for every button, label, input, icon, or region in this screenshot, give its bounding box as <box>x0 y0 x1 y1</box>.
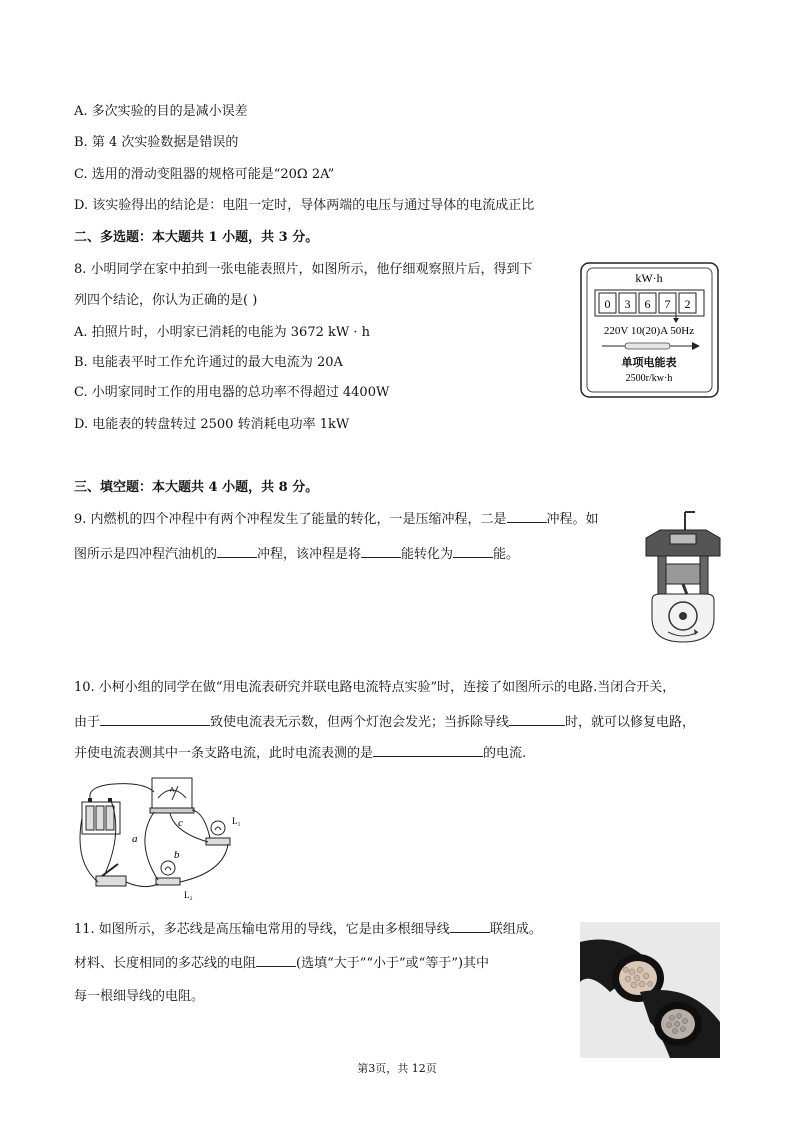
q9-blank-4[interactable] <box>453 545 493 558</box>
q9-text-1b: 冲程。如 <box>546 512 599 527</box>
meter-name: 单项电能表 <box>621 357 677 369</box>
q10-text-2b: 致使电流表无示数，但两个灯泡会发光；当拆除导线 <box>210 715 510 730</box>
section-2-title: 二、多选题：本大题共 1 小题，共 3 分。 <box>74 230 319 245</box>
cable-photo <box>580 922 720 1058</box>
q8-stem-1: 8. 小明同学在家中拍到一张电能表照片，如图所示，他仔细观察照片后，得到下 <box>74 262 533 277</box>
multicore-cable-icon <box>580 922 720 1058</box>
meter-digit-3: 6 <box>644 297 651 311</box>
q10-line-3 <box>74 744 526 763</box>
electricity-meter-figure <box>580 262 719 398</box>
q9-line-1 <box>74 510 599 529</box>
q9-blank-2[interactable] <box>217 545 257 558</box>
q11-text-2b: (选填“大于”“小于”或“等于”)其中 <box>296 956 490 971</box>
q9-text-2a: 图所示是四冲程汽油机的 <box>74 547 218 562</box>
bulb-l1-icon <box>206 816 241 845</box>
meter-digit-1: 0 <box>604 297 611 311</box>
q10-line-2 <box>74 713 695 732</box>
meter-digit-2: 3 <box>624 297 631 311</box>
q9-blank-3[interactable] <box>361 545 401 558</box>
engine-figure <box>640 508 726 646</box>
label-wire-a: a <box>132 833 138 845</box>
switch-icon <box>96 864 126 886</box>
q10-line-1: 10. 小柯小组的同学在做“用电流表研究并联电路电流特点实验”时，连接了如图所示的电路.当闭合开关， <box>74 680 676 695</box>
q9-text-1a: 9. 内燃机的四个冲程中有两个冲程发生了能量的转化，一是压缩冲程，二是 <box>74 512 507 527</box>
meter-digit-4: 7 <box>664 297 671 311</box>
parallel-circuit-diagram <box>74 772 242 904</box>
q8-option-c: C. 小明家同时工作的用电器的总功率不得超过 4400W <box>74 385 390 400</box>
q7-option-a: A. 多次实验的目的是减小误差 <box>74 104 248 119</box>
label-wire-c: c <box>178 817 183 829</box>
q9-blank-1[interactable] <box>507 510 547 523</box>
meter-drawing <box>580 262 719 398</box>
q10-blank-3[interactable] <box>373 744 483 757</box>
q8-stem-2: 列四个结论，你认为正确的是( ) <box>74 293 258 308</box>
meter-spec: 220V 10(20)A 50Hz <box>603 325 695 337</box>
q8-option-b: B. 电能表平时工作允许通过的最大电流为 20A <box>74 355 343 370</box>
q7-option-c: C. 选用的滑动变阻器的规格可能是“20Ω 2A” <box>74 167 335 182</box>
q11-line-3: 每一根细导线的电阻。 <box>74 989 205 1004</box>
q10-text-3a: 并使电流表测其中一条支路电流，此时电流表测的是 <box>74 746 374 761</box>
page-footer: 第3页，共 12页 <box>357 1062 437 1075</box>
q9-line-2 <box>74 545 519 564</box>
q11-text-1b: 联组成。 <box>489 922 542 937</box>
q7-option-d: D. 该实验得出的结论是：电阻一定时，导体两端的电压与通过导体的电流成正比 <box>74 198 535 213</box>
q9-text-2d: 能。 <box>493 547 520 562</box>
q11-blank-1[interactable] <box>450 920 490 933</box>
meter-digit-5: 2 <box>684 297 691 311</box>
q11-line-1 <box>74 920 542 939</box>
circuit-figure <box>74 772 242 904</box>
q11-line-2 <box>74 954 489 973</box>
q11-blank-2[interactable] <box>256 954 296 967</box>
gasoline-engine-icon <box>640 508 726 646</box>
label-l1: L₁ <box>232 816 241 826</box>
q8-option-a: A. 拍照片时，小明家已消耗的电能为 3672 kW · h <box>74 325 371 340</box>
meter-unit: kW·h <box>635 271 663 285</box>
q9-text-2c: 能转化为 <box>401 547 454 562</box>
label-wire-b: b <box>174 849 180 861</box>
meter-rev: 2500r/kw·h <box>625 373 673 384</box>
q11-text-1a: 11. 如图所示，多芯线是高压输电常用的导线，它是由多根细导线 <box>74 922 450 937</box>
ammeter-label: A <box>169 787 175 794</box>
q8-option-d: D. 电能表的转盘转过 2500 转消耗电功率 1kW <box>74 417 350 432</box>
q10-blank-2[interactable] <box>509 713 565 726</box>
label-l2: L₂ <box>184 890 193 900</box>
section-3-title: 三、填空题：本大题共 4 小题，共 8 分。 <box>74 480 319 495</box>
q10-text-3b: 的电流. <box>483 746 527 761</box>
q9-text-2b: 冲程，该冲程是将 <box>257 547 362 562</box>
q10-text-2c: 时，就可以修复电路， <box>565 715 696 730</box>
q10-blank-1[interactable] <box>100 713 210 726</box>
q7-option-b: B. 第 4 次实验数据是错误的 <box>74 135 239 150</box>
battery-icon <box>82 798 120 834</box>
ammeter-icon <box>150 778 194 813</box>
q11-text-2a: 材料、长度相同的多芯线的电阻 <box>74 956 257 971</box>
q10-text-2a: 由于 <box>74 715 101 730</box>
